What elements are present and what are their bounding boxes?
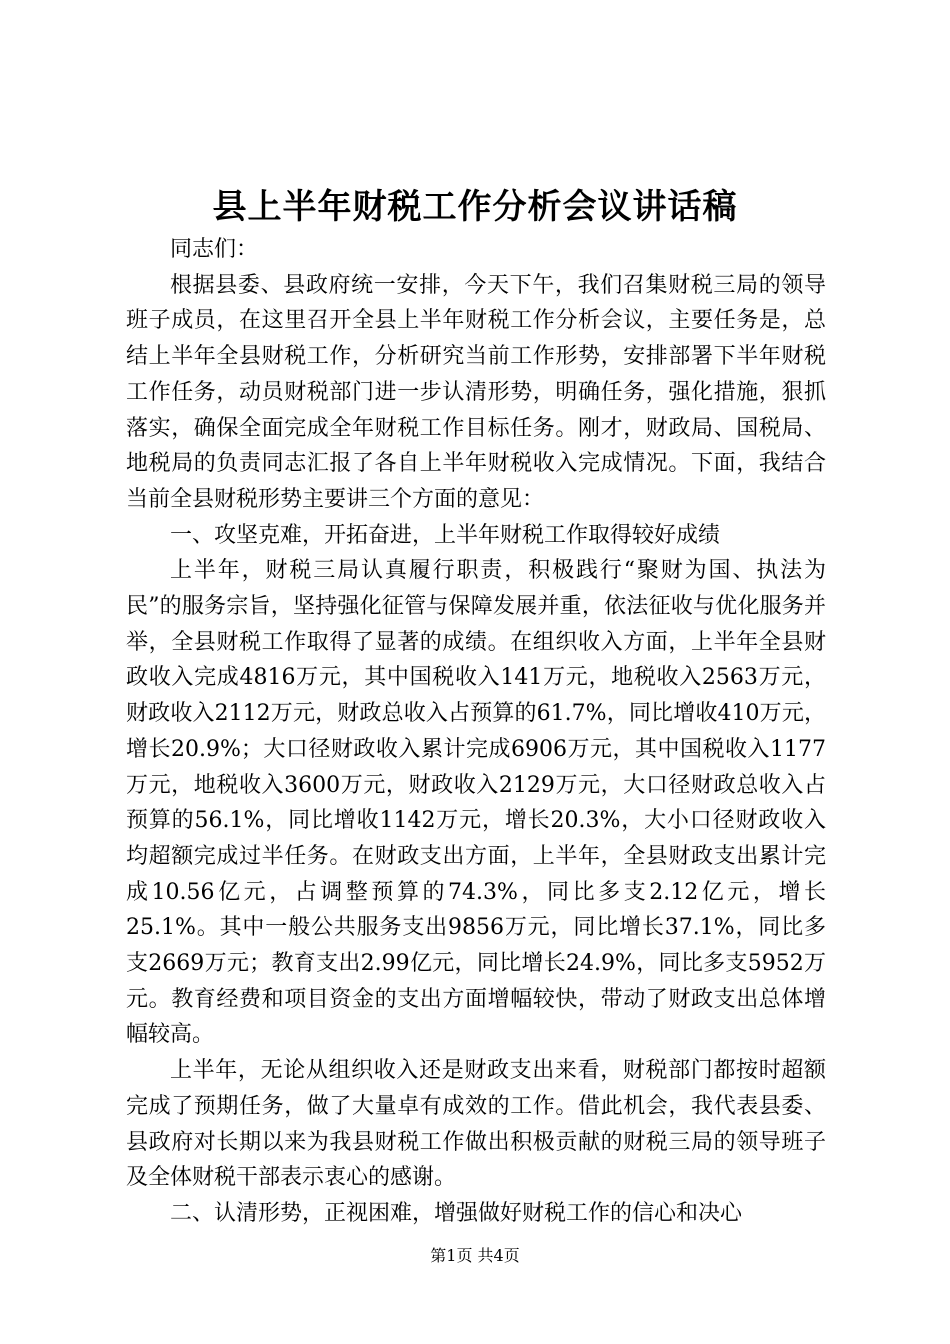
salutation-paragraph: 同志们：: [170, 237, 259, 262]
intro-paragraph: 根据县委、县政府统一安排，今天下午，我们召集财税三局的领导班子成员，在这里召开全县上半年财税工作分析会议，主要任务是，总结上半年全县财税工作，分析研究当前工作形势，安排部署下半年财税工作任务，动员财税部门进一步认清形势，明确任务，强化措施，狠抓落实，确保全面完成全年财税工作目标任务。刚才，财政局、国税局、地税局的负责同志汇报了各自上半年财税收入完成情况。下面，我结合当前全县财税形势主要讲三个方面的意见：: [126, 272, 826, 512]
page-number-footer: 第1页 共4页: [430, 1246, 520, 1265]
document-body: [126, 232, 826, 1232]
section-heading-two: 二、认清形势，正视困难，增强做好财税工作的信心和决心: [170, 1200, 743, 1226]
achievements-paragraph: 上半年，财税三局认真履行职责，积极践行“聚财为国、执法为民”的服务宗旨，坚持强化征管与保障发展并重，依法征收与优化服务并举，全县财税工作取得了显著的成绩。在组织收入方面，上半年全县财政收入完成4816万元，其中国税收入141万元，地税收入2563万元，财政收入2112万元，财政总收入占预算的61.7%，同比增收410万元，增长20.9%；大口径财政收入累计完成6906万元，其中国税收入1177万元，地税收入3600万元，财政收入2129万元，大口径财政总收入占预算的56.1%，同比增收1142万元，增长20.3%，大小口径财政收入均超额完成过半任务。在财政支出方面，上半年，全县财政支出累计完成10.56亿元，占调整预算的74.3%，同比多支2.12亿元，增长25.1%。其中一般公共服务支出9856万元，同比增长37.1%，同比多支2669万元；教育支出2.99亿元，同比增长24.9%，同比多支5952万元。教育经费和项目资金的支出方面增幅较快，带动了财政支出总体增幅较高。: [126, 558, 826, 1048]
thanks-paragraph: 上半年，无论从组织收入还是财政支出来看，财税部门都按时超额完成了预期任务，做了大量卓有成效的工作。借此机会，我代表县委、县政府对长期以来为我县财税工作做出积极贡献的财税三局的领导班子及全体财税干部表示衷心的感谢。: [126, 1058, 826, 1191]
document-title: 县上半年财税工作分析会议讲话稿: [212, 187, 738, 227]
section-heading-one: 一、攻坚克难，开拓奋进，上半年财税工作取得较好成绩: [170, 522, 721, 548]
